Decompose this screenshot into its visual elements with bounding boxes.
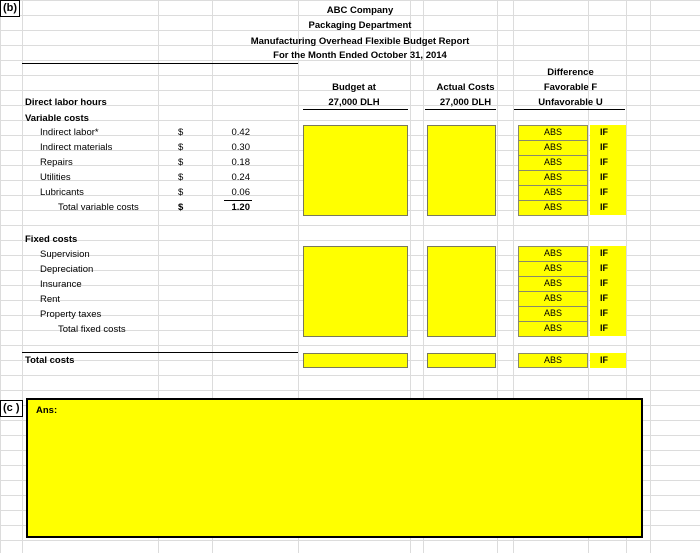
actual-fixed-inputs[interactable]: [427, 246, 496, 337]
difference-cell[interactable]: ABS: [518, 353, 588, 368]
cost-label: Rent: [40, 294, 61, 305]
actual-col-header-2: 27,000 DLH: [439, 97, 492, 108]
fixed-costs-title: Fixed costs: [25, 234, 78, 245]
fu-indicator-cell[interactable]: IF: [590, 140, 626, 155]
report-title: Manufacturing Overhead Flexible Budget Report: [250, 36, 470, 47]
direct-labor-hours-label: Direct labor hours: [25, 97, 107, 108]
difference-cell[interactable]: ABS: [518, 291, 588, 307]
total-costs-label: Total costs: [25, 355, 75, 366]
difference-cell[interactable]: ABS: [518, 200, 588, 216]
header-rule-actual: [425, 109, 496, 110]
budget-variable-inputs[interactable]: [303, 125, 408, 216]
report-period: For the Month Ended October 31, 2014: [273, 50, 447, 61]
fu-indicator-cell[interactable]: IF: [590, 170, 626, 185]
budget-col-header-1: Budget at: [332, 82, 376, 93]
fu-indicator-cell[interactable]: IF: [590, 261, 626, 276]
fu-indicator-cell[interactable]: IF: [590, 200, 626, 215]
rate-value: 0.30: [231, 142, 250, 153]
part-b-label: (b): [0, 0, 20, 17]
cost-label: Lubricants: [40, 187, 84, 198]
difference-cell[interactable]: ABS: [518, 125, 588, 141]
header-rule-main: [22, 63, 298, 64]
budget-col-header-2: 27,000 DLH: [328, 97, 380, 108]
cost-label: Insurance: [40, 279, 82, 290]
cost-label: Property taxes: [40, 309, 102, 320]
fu-indicator-cell[interactable]: IF: [590, 306, 626, 321]
difference-cell[interactable]: ABS: [518, 321, 588, 337]
currency-symbol: $: [178, 172, 184, 183]
total-fixed-label: Total fixed costs: [58, 324, 126, 335]
currency-symbol: $: [178, 187, 184, 198]
answer-label: Ans:: [36, 405, 58, 416]
budget-total-input[interactable]: [303, 353, 408, 368]
rate-value: 0.24: [231, 172, 250, 183]
header-rule-budget: [303, 109, 408, 110]
difference-cell[interactable]: ABS: [518, 155, 588, 171]
company-name: ABC Company: [326, 5, 394, 16]
diff-col-header-2: Favorable F: [543, 82, 598, 93]
cost-label: Depreciation: [40, 264, 94, 275]
difference-cell[interactable]: ABS: [518, 306, 588, 322]
cost-label: Utilities: [40, 172, 71, 183]
part-c-label: (c ): [0, 400, 23, 417]
answer-box[interactable]: [26, 398, 643, 538]
currency-symbol: $: [178, 157, 184, 168]
actual-total-input[interactable]: [427, 353, 496, 368]
difference-cell[interactable]: ABS: [518, 276, 588, 292]
fu-indicator-cell[interactable]: IF: [590, 353, 626, 368]
rate-value: 0.06: [231, 187, 250, 198]
fu-indicator-cell[interactable]: IF: [590, 246, 626, 261]
rate-value: 0.42: [231, 127, 250, 138]
cost-label: Supervision: [40, 249, 90, 260]
actual-col-header-1: Actual Costs: [436, 82, 495, 93]
rate-total-rule: [224, 200, 252, 201]
fu-indicator-cell[interactable]: IF: [590, 155, 626, 170]
difference-cell[interactable]: ABS: [518, 185, 588, 201]
department-name: Packaging Department: [308, 20, 412, 31]
header-rule-diff: [514, 109, 625, 110]
cost-label: Indirect labor*: [40, 127, 99, 138]
fu-indicator-cell[interactable]: IF: [590, 291, 626, 306]
variable-costs-title: Variable costs: [25, 113, 89, 124]
fu-indicator-cell[interactable]: IF: [590, 185, 626, 200]
fu-indicator-cell[interactable]: IF: [590, 125, 626, 140]
actual-variable-inputs[interactable]: [427, 125, 496, 216]
cost-label: Repairs: [40, 157, 73, 168]
currency-symbol: $: [178, 127, 184, 138]
total-variable-label: Total variable costs: [58, 202, 139, 213]
difference-cell[interactable]: ABS: [518, 170, 588, 186]
diff-col-header-1: Difference: [547, 67, 594, 78]
currency-symbol: $: [178, 142, 184, 153]
difference-cell[interactable]: ABS: [518, 246, 588, 262]
difference-cell[interactable]: ABS: [518, 261, 588, 277]
fu-indicator-cell[interactable]: IF: [590, 276, 626, 291]
cost-label: Indirect materials: [40, 142, 113, 153]
total-rate-value: 1.20: [231, 202, 250, 213]
budget-fixed-inputs[interactable]: [303, 246, 408, 337]
difference-cell[interactable]: ABS: [518, 140, 588, 156]
fu-indicator-cell[interactable]: IF: [590, 321, 626, 336]
diff-col-header-3: Unfavorable U: [538, 97, 603, 108]
currency-symbol: $: [178, 202, 184, 213]
rate-value: 0.18: [231, 157, 250, 168]
